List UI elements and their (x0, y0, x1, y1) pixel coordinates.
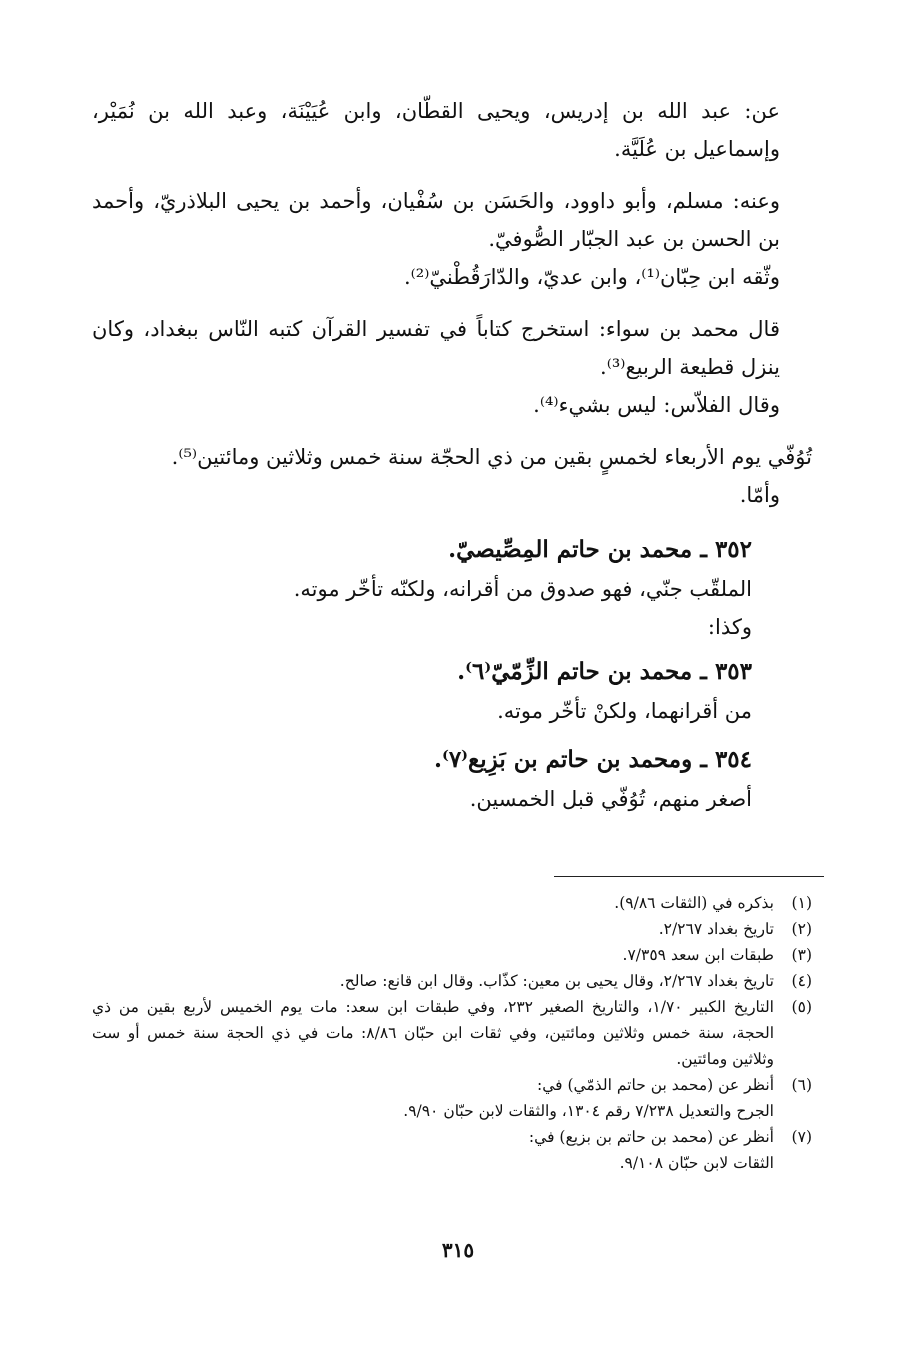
footnote-number: (٣) (791, 946, 812, 964)
entry-text-353: من أقرانهما، ولكنْ تأخّر موته. (497, 699, 752, 723)
paragraph-teachers: عن: عبد الله بن إدريس، ويحيى القطّان، وابن عُيَيْنَة، وعبد الله بن نُمَيْر، وإسماعيل بن عُلَيَّة. (92, 99, 780, 161)
footnote-3 (92, 942, 812, 968)
paragraph-quote-fallas: وقال الفلاّس: ليس بشيء⁽⁴⁾. (533, 393, 780, 417)
footnote-number: (١) (791, 894, 812, 912)
paragraph-students: وعنه: مسلم، وأبو داوود، والحَسَن بن سُفْيان، وأحمد بن يحيى البلاذريّ، وأحمد بن الحسن بن عبد الجبّار الصُّوفيّ. (92, 189, 780, 251)
footnote-7 (92, 1124, 812, 1176)
footnote-text: تاريخ بغداد ٢/٢٦٧، وقال يحيى بن معين: كذّاب. وقال ابن قانع: صالح. (339, 972, 774, 990)
footnote-text: تاريخ بغداد ٢/٢٦٧. (658, 920, 774, 938)
footnote-number: (٢) (791, 920, 812, 938)
footnotes (92, 890, 812, 1176)
footnote-text: طبقات ابن سعد ٧/٣٥٩. (622, 946, 774, 964)
entry-heading-352: ٣٥٢ ـ محمد بن حاتم المِصِّيصيّ. (448, 536, 752, 563)
entry-text-354: أصغر منهم، تُوُفّي قبل الخمسين. (469, 787, 752, 811)
page-number: ٣١٥ (441, 1238, 475, 1262)
paragraph-death: تُوُفّي يوم الأربعاء لخمسٍ بقين من ذي الحجّة سنة خمس وثلاثين ومائتين⁽⁵⁾. (171, 445, 812, 469)
footnote-text: بذكره في (الثقات ٩/٨٦). (614, 894, 774, 912)
footnote-divider (554, 876, 824, 877)
footnote-number: (٧) (791, 1128, 812, 1146)
entry-text-352: الملقّب جنّي، فهو صدوق من أقرانه، ولكنّه تأخّر موته. (293, 577, 752, 601)
paragraph-wa-amma: وأمّا. (739, 483, 780, 507)
footnote-text: الثقات لابن حبّان ٩/١٠٨. (619, 1154, 774, 1172)
footnote-5 (92, 994, 812, 1072)
footnote-number: (٤) (791, 972, 812, 990)
footnote-text: أنظر عن (محمد بن حاتم الذمّي) في: (537, 1076, 774, 1094)
footnote-text: أنظر عن (محمد بن حاتم بن بزيع) في: (528, 1128, 774, 1146)
entry-heading-354: ٣٥٤ ـ ومحمد بن حاتم بن بَزِيع⁽٧⁾. (433, 746, 752, 773)
entries (92, 530, 752, 818)
footnote-4 (92, 968, 812, 994)
footnote-number: (٦) (791, 1076, 812, 1094)
entry-heading-353: ٣٥٣ ـ محمد بن حاتم الزِّمّيّ⁽٦⁾. (457, 658, 752, 685)
entry-text-wakadha: وكذا: (707, 615, 752, 639)
footnote-number: (٥) (791, 998, 812, 1016)
footnote-text: التاريخ الكبير ١/٧٠، والتاريخ الصغير ٢٣٢، وفي طبقات ابن سعد: مات يوم الخميس لأربع بقين من ذي الحجة، سنة خمس وثلاثين ومائتين، وفي ثقات ابن حبّان ٨/٨٦: مات في ذي الحجة سنة خمس أو ست وثلاثين ومائتين. (92, 998, 775, 1068)
footnote-text: الجرح والتعديل ٧/٢٣٨ رقم ١٣٠٤، والثقات لابن حبّان ٩/٩٠. (403, 1102, 774, 1120)
footnote-1 (92, 890, 812, 916)
paragraph-quote-ibn-sawa: قال محمد بن سواء: استخرج كتاباً في تفسير القرآن كتبه النّاس ببغداد، وكان ينزل قطيعة الربيع⁽³⁾. (92, 317, 780, 379)
footnote-6 (92, 1072, 812, 1124)
main-text (92, 92, 812, 818)
footnote-2 (92, 916, 812, 942)
paragraph-tawthiq: وثّقه ابن حِبّان⁽¹⁾، وابن عديّ، والدّارَقُطْنيّ⁽²⁾. (403, 265, 780, 289)
